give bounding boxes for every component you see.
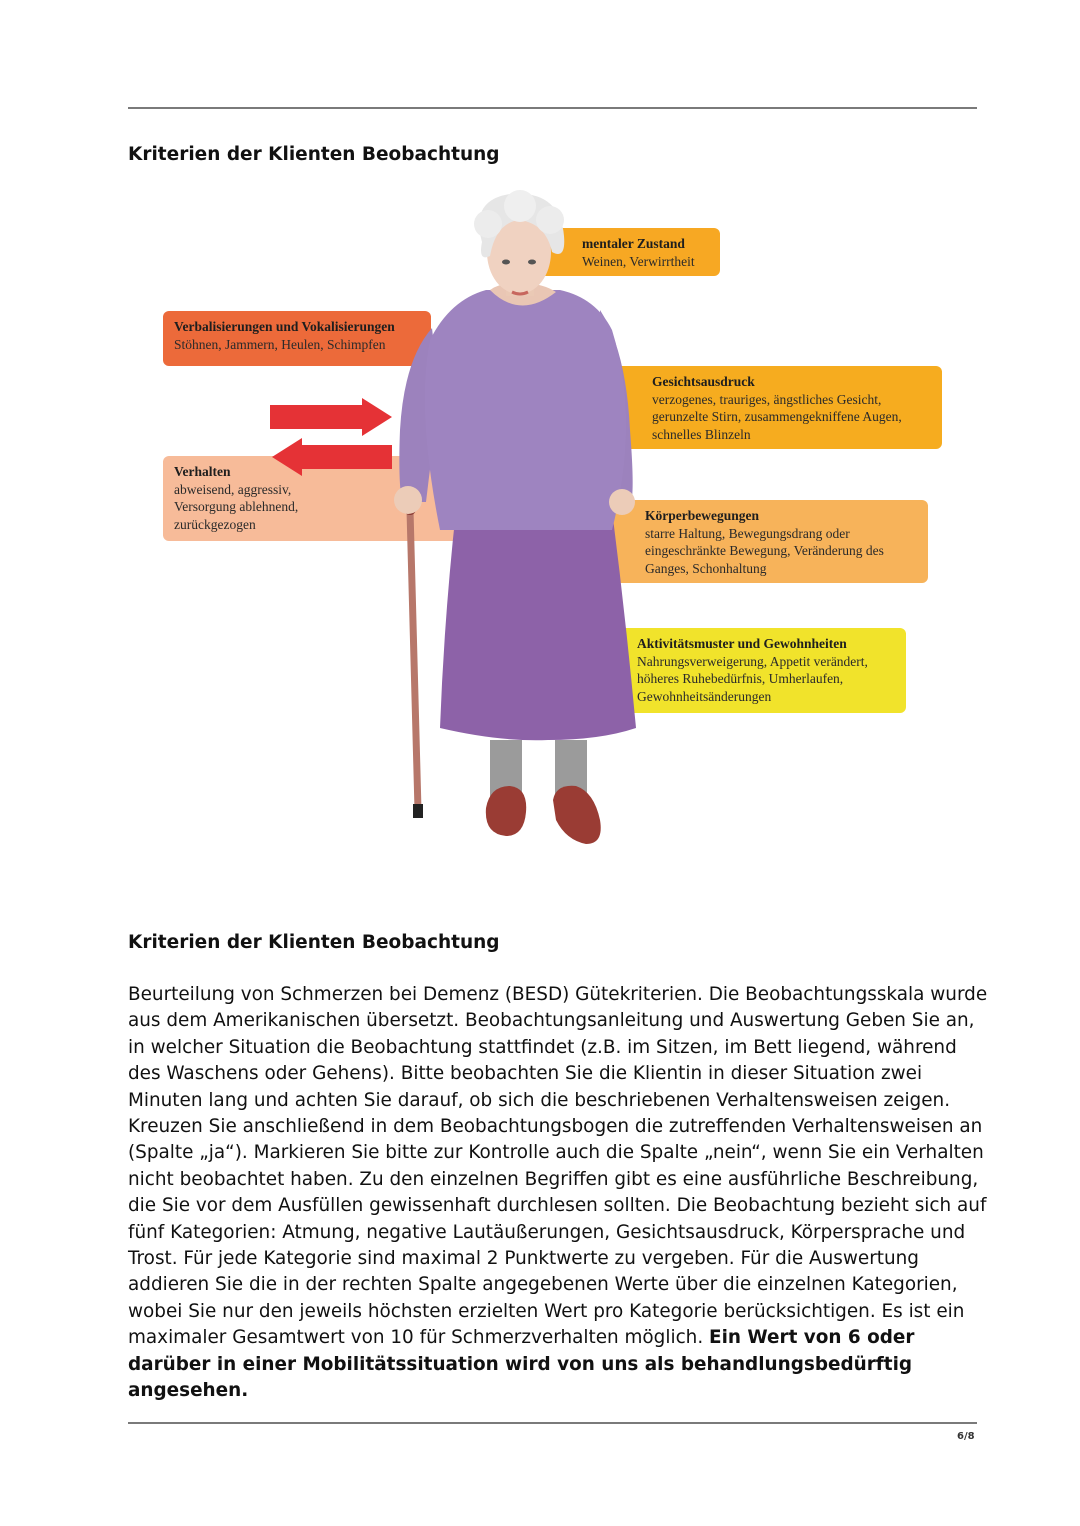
box-mental-title: mentaler Zustand xyxy=(582,236,685,251)
elderly-woman-illustration xyxy=(0,180,1080,900)
cane-icon xyxy=(410,510,418,810)
page-title: Kriterien der Klienten Beobachtung xyxy=(128,144,500,165)
box-mental-desc: Weinen, Verwirrtheit xyxy=(582,253,695,269)
box-body-desc: starre Haltung, Bewegungsdrang oder eingeschränkte Bewegung, Veränderung des Ganges, Schonhaltung xyxy=(645,525,884,576)
box-body-title: Körperbewegungen xyxy=(645,508,759,523)
header-rule xyxy=(128,107,977,109)
arrow-right-icon xyxy=(270,398,392,436)
section-title: Kriterien der Klienten Beobachtung xyxy=(128,932,500,953)
infographic xyxy=(0,180,1080,900)
footer-rule xyxy=(128,1422,977,1424)
box-behavior-desc: abweisend, aggressiv, Versorgung ablehnend, zurückgezogen xyxy=(174,481,299,532)
box-face-desc: verzogenes, trauriges, ängstliches Gesicht, gerunzelte Stirn, zusammengekniffene Augen, schnelles Blinzeln xyxy=(652,391,902,442)
box-verbal-desc: Stöhnen, Jammern, Heulen, Schimpfen xyxy=(174,336,386,352)
paragraph-bold-text: Ein Wert von 6 oder darüber in einer Mobilitätssituation wird von uns als behandlungsbedürftig angesehen. xyxy=(128,1327,915,1402)
body-paragraph xyxy=(128,982,988,1405)
box-activity-title: Aktivitätsmuster und Gewohnheiten xyxy=(637,636,847,651)
box-behavior-title: Verhalten xyxy=(174,464,231,479)
box-face-title: Gesichtsausdruck xyxy=(652,374,755,389)
paragraph-text: Beurteilung von Schmerzen bei Demenz (BESD) Gütekriterien. Die Beobachtungsskala wurde aus dem Amerikanischen übersetzt. Beobachtungsanleitung und Auswertung Geben Sie an, in welcher Situation die Beobachtung stattfindet (z.B. im Sitzen, im Bett liegend, während des Waschens oder Gehens). Bitte beobachten Sie die Klientin in dieser Situation zwei Minuten lang und achten Sie darauf, ob sich die beschriebenen Verhaltensweisen zeigen. Kreuzen Sie anschließend in dem Beobachtungsbogen die zutreffenden Verhaltensweisen an (Spalte „ja“). Markieren Sie bitte zur Kontrolle auch die Spalte „nein“, wenn Sie ein Verhalten nicht beobachtet haben. Zu den einzelnen Begriffen gibt es eine ausführliche Beschreibung, die Sie vor dem Ausfüllen gewissenhaft durchlesen sollten. Die Beobachtung bezieht sich auf fünf Kategorien: Atmung, negative Lautäußerungen, Gesichtsausdruck, Körpersprache und Trost. Für jede Kategorie sind maximal 2 Punktwerte zu vergeben. Für die Auswertung addieren Sie die in der rechten Spalte angegebenen Werte über die einzelnen Kategorien, wobei Sie nur den jeweils höchsten erzielten Wert pro Kategorie berücksichtigen. Es ist ein maximaler Gesamtwert von 10 für Schmerzverhalten möglich. xyxy=(128,984,988,1349)
arrow-left-icon xyxy=(272,438,392,476)
page-number: 6/8 xyxy=(957,1431,975,1442)
box-activity-desc: Nahrungsverweigerung, Appetit verändert, höheres Ruhebedürfnis, Umherlaufen, Gewohnheitsänderungen xyxy=(637,653,868,704)
box-verbal-title: Verbalisierungen und Vokalisierungen xyxy=(174,319,395,334)
